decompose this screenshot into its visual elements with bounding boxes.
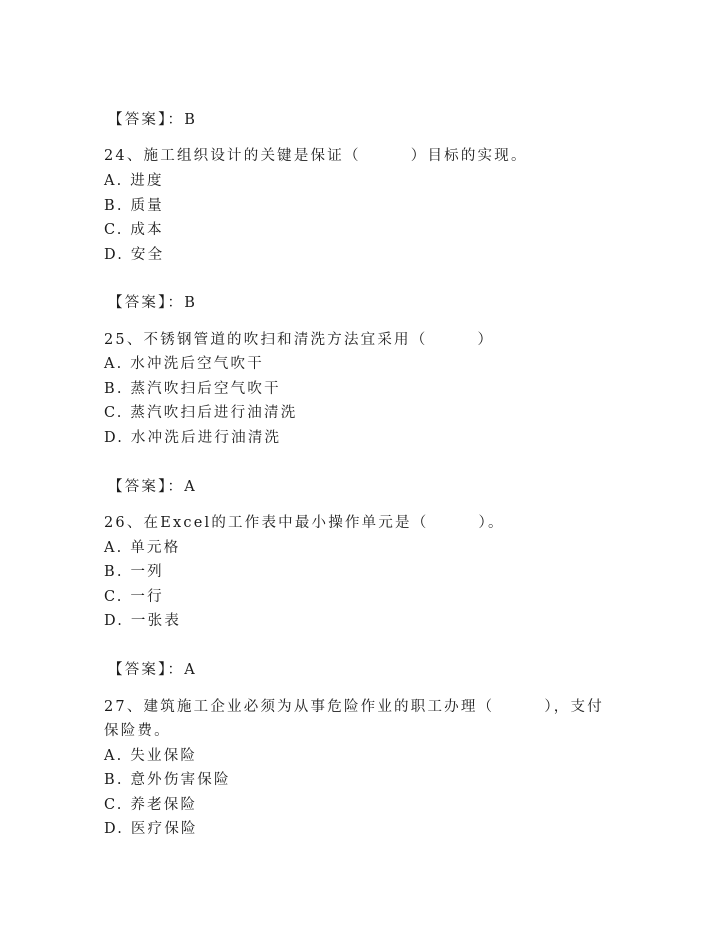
answer-label: 【答案】：B <box>108 295 198 311</box>
question-26-option-a: A. 单元格 <box>104 540 181 556</box>
question-25-option-c: C. 蒸汽吹扫后进行油清洗 <box>104 405 298 421</box>
question-27-text-continued: 保险费。 <box>104 723 171 739</box>
question-27-text: 27、建筑施工企业必须为从事危险作业的职工办理（ ），支付 <box>104 699 604 715</box>
question-27-option-b: B. 意外伤害保险 <box>104 772 231 788</box>
question-25-option-b: B. 蒸汽吹扫后空气吹干 <box>104 381 281 397</box>
question-25-option-a: A. 水冲洗后空气吹干 <box>104 356 264 372</box>
answer-label: 【答案】：B <box>108 112 198 128</box>
answer-label: 【答案】：A <box>108 662 197 678</box>
question-25-text: 25、不锈钢管道的吹扫和清洗方法宜采用（ ） <box>104 332 495 348</box>
question-27-option-a: A. 失业保险 <box>104 748 198 764</box>
answer-label: 【答案】：A <box>108 479 197 495</box>
question-27-option-c: C. 养老保险 <box>104 797 198 813</box>
question-24-option-b: B. 质量 <box>104 198 164 214</box>
question-26-option-b: B. 一列 <box>104 564 164 580</box>
question-26-option-c: C. 一行 <box>104 589 164 605</box>
question-24-option-d: D. 安全 <box>104 247 165 263</box>
question-24-option-c: C. 成本 <box>104 222 164 238</box>
question-24-option-a: A. 进度 <box>104 173 164 189</box>
question-25-option-d: D. 水冲洗后进行油清洗 <box>104 430 282 446</box>
question-26-text: 26、在Excel的工作表中最小操作单元是（ ）。 <box>104 515 505 531</box>
question-24-text: 24、施工组织设计的关键是保证（ ）目标的实现。 <box>104 148 528 164</box>
question-26-option-d: D. 一张表 <box>104 613 182 629</box>
question-27-option-d: D. 医疗保险 <box>104 821 198 837</box>
